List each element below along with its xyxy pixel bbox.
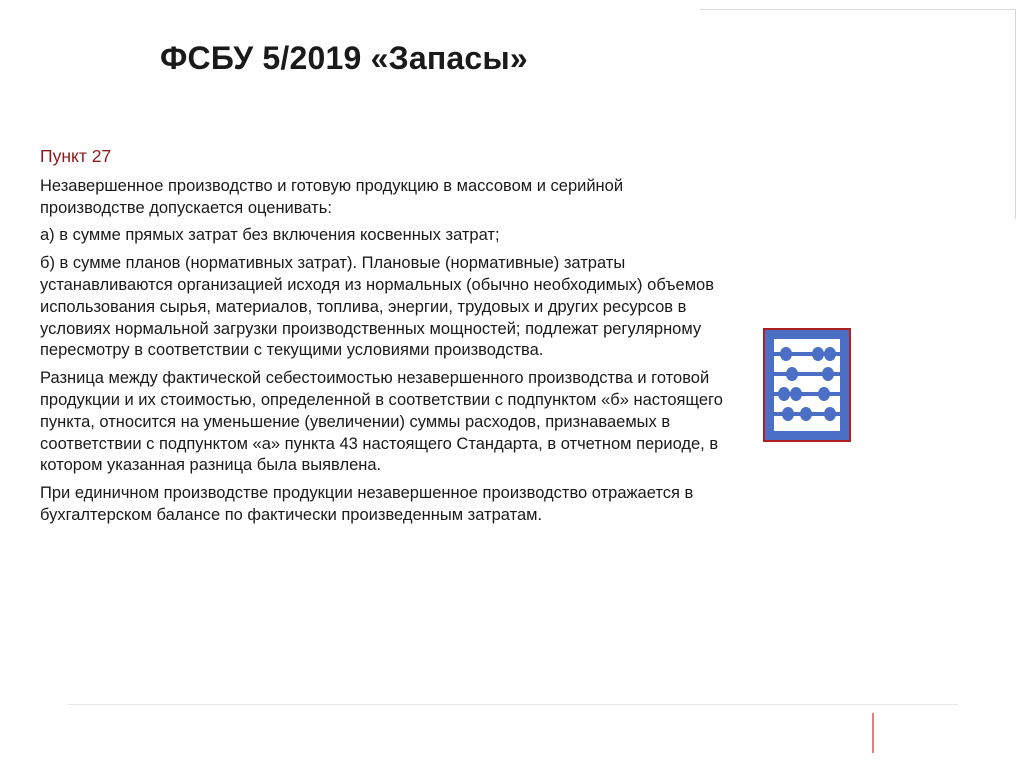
slide-body: [40, 146, 730, 533]
footer-divider: [68, 704, 958, 705]
section-heading: Пункт 27: [40, 146, 112, 166]
frame-line-top: [700, 9, 1016, 10]
abacus-icon: [762, 327, 852, 443]
footer-accent-mark: [872, 713, 874, 753]
paragraph-item-b: б) в сумме планов (нормативных затрат). Плановые (нормативные) затраты устанавливаются организацией исходя из нормальных (обычно необходимых) объемов использования сырья, материалов, топлива, энергии, трудовых и других ресурсов в условиях нормальной загрузки производственных мощностей; подлежат регулярному пересмотру в соответствии с текущими условиями производства.: [40, 254, 714, 360]
paragraph-intro: Незавершенное производство и готовую продукцию в массовом и серийной производстве допускается оценивать:: [40, 176, 624, 217]
slide-title: ФСБУ 5/2019 «Запасы»: [160, 40, 528, 76]
paragraph-difference: Разница между фактической себестоимостью незавершенного производства и готовой продукции и их стоимостью, определенной в соответствии с подпунктом «б» настоящего пункта, относится на уменьшение (увеличении) суммы расходов, признаваемых в соответствии с подпунктом «а» пункта 43 настоящего Стандарта, в отчетном периоде, в котором указанная разница была выявлена.: [40, 369, 723, 475]
paragraph-item-a: а) в сумме прямых затрат без включения косвенных затрат;: [40, 226, 500, 245]
paragraph-single-production: При единичном производстве продукции незавершенное производство отражается в бухгалтерском балансе по фактически произведенным затратам.: [40, 484, 694, 524]
frame-line-right: [1015, 9, 1016, 219]
